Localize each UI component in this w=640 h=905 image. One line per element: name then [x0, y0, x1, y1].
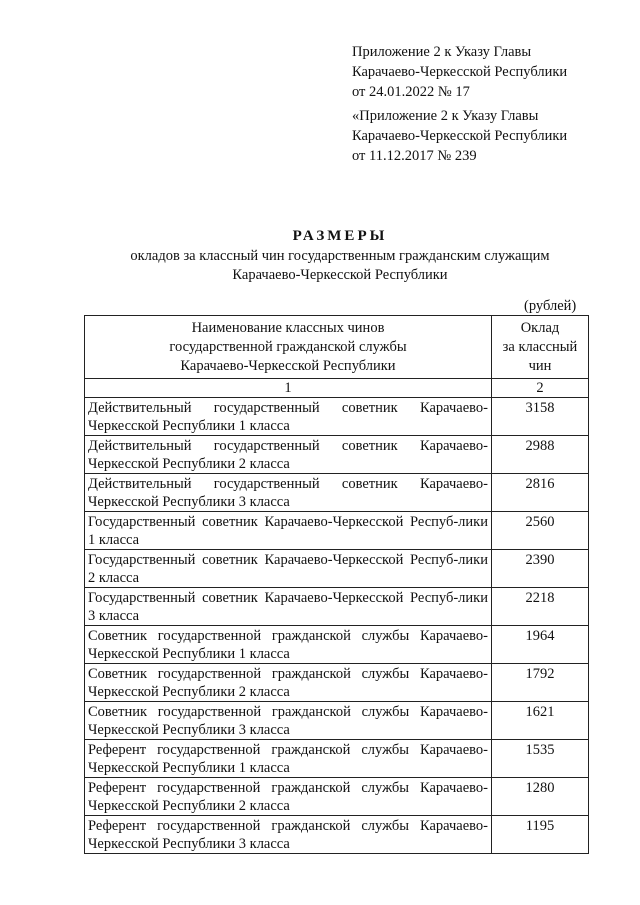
- header-line: Наименование классных чинов: [191, 319, 385, 336]
- rank-name-cell: Действительный государственный советник Карачаево-Черкесской Республики 1 класса: [85, 398, 492, 436]
- table-row: [85, 664, 589, 702]
- salary-cell: 1964: [492, 626, 589, 664]
- rank-name-cell: Референт государственной гражданской службы Карачаево-Черкесской Республики 3 класса: [85, 816, 492, 854]
- rank-name-cell: Государственный советник Карачаево-Черкесской Респуб-лики 2 класса: [85, 550, 492, 588]
- salary-table: [84, 315, 589, 854]
- rank-name-cell: Действительный государственный советник Карачаево-Черкесской Республики 2 класса: [85, 436, 492, 474]
- header-line: чин: [528, 357, 552, 374]
- column-index: 1: [85, 379, 492, 398]
- document-subtitle: [0, 247, 640, 285]
- salary-cell: 1621: [492, 702, 589, 740]
- column-index-row: [85, 379, 589, 398]
- column-index: 2: [492, 379, 589, 398]
- rank-name-cell: Советник государственной гражданской службы Карачаево-Черкесской Республики 3 класса: [85, 702, 492, 740]
- column-header-salary: [492, 316, 589, 379]
- salary-cell: 1195: [492, 816, 589, 854]
- appendix-current-line: Карачаево-Черкесской Республики: [352, 64, 568, 80]
- table-row: [85, 740, 589, 778]
- table-row: [85, 816, 589, 854]
- header-line: за классный: [502, 338, 578, 355]
- rank-name-cell: Государственный советник Карачаево-Черкесской Респуб-лики 1 класса: [85, 512, 492, 550]
- table-row: [85, 512, 589, 550]
- table-row: [85, 588, 589, 626]
- table-header-row: [85, 316, 589, 379]
- table-row: [85, 702, 589, 740]
- rank-name-cell: Действительный государственный советник Карачаево-Черкесской Республики 3 класса: [85, 474, 492, 512]
- table-row: [85, 474, 589, 512]
- table-row: [85, 626, 589, 664]
- salary-cell: 2390: [492, 550, 589, 588]
- header-line: Оклад: [520, 319, 560, 336]
- table-row: [85, 436, 589, 474]
- table-row: [85, 778, 589, 816]
- salary-cell: 3158: [492, 398, 589, 436]
- table-row: [85, 550, 589, 588]
- rank-name-cell: Советник государственной гражданской службы Карачаево-Черкесской Республики 1 класса: [85, 626, 492, 664]
- currency-unit-note: (рублей): [524, 298, 577, 314]
- appendix-previous-line: от 11.12.2017 № 239: [352, 148, 477, 164]
- rank-name-cell: Референт государственной гражданской службы Карачаево-Черкесской Республики 1 класса: [85, 740, 492, 778]
- rank-name-cell: Советник государственной гражданской службы Карачаево-Черкесской Республики 2 класса: [85, 664, 492, 702]
- appendix-current-line: Приложение 2 к Указу Главы: [352, 44, 532, 60]
- table-row: [85, 398, 589, 436]
- table-body: [85, 398, 589, 854]
- subtitle-line: окладов за классный чин государственным гражданским служащим: [130, 248, 550, 264]
- salary-cell: 2816: [492, 474, 589, 512]
- rank-name-cell: Государственный советник Карачаево-Черкесской Респуб-лики 3 класса: [85, 588, 492, 626]
- salary-cell: 2218: [492, 588, 589, 626]
- salary-cell: 1280: [492, 778, 589, 816]
- header-line: Карачаево-Черкесской Республики: [180, 357, 396, 374]
- appendix-previous-reference: [352, 106, 632, 166]
- rank-name-cell: Референт государственной гражданской службы Карачаево-Черкесской Республики 2 класса: [85, 778, 492, 816]
- column-header-rank-name: [85, 316, 492, 379]
- subtitle-line: Карачаево-Черкесской Республики: [232, 267, 448, 283]
- salary-cell: 1792: [492, 664, 589, 702]
- salary-cell: 1535: [492, 740, 589, 778]
- header-line: государственной гражданской службы: [169, 338, 407, 355]
- salary-cell: 2560: [492, 512, 589, 550]
- appendix-current-reference: [352, 42, 632, 102]
- appendix-previous-line: «Приложение 2 к Указу Главы: [352, 108, 539, 124]
- document-title: РАЗМЕРЫ: [292, 228, 388, 244]
- salary-cell: 2988: [492, 436, 589, 474]
- appendix-previous-line: Карачаево-Черкесской Республики: [352, 128, 568, 144]
- appendix-current-line: от 24.01.2022 № 17: [352, 84, 470, 100]
